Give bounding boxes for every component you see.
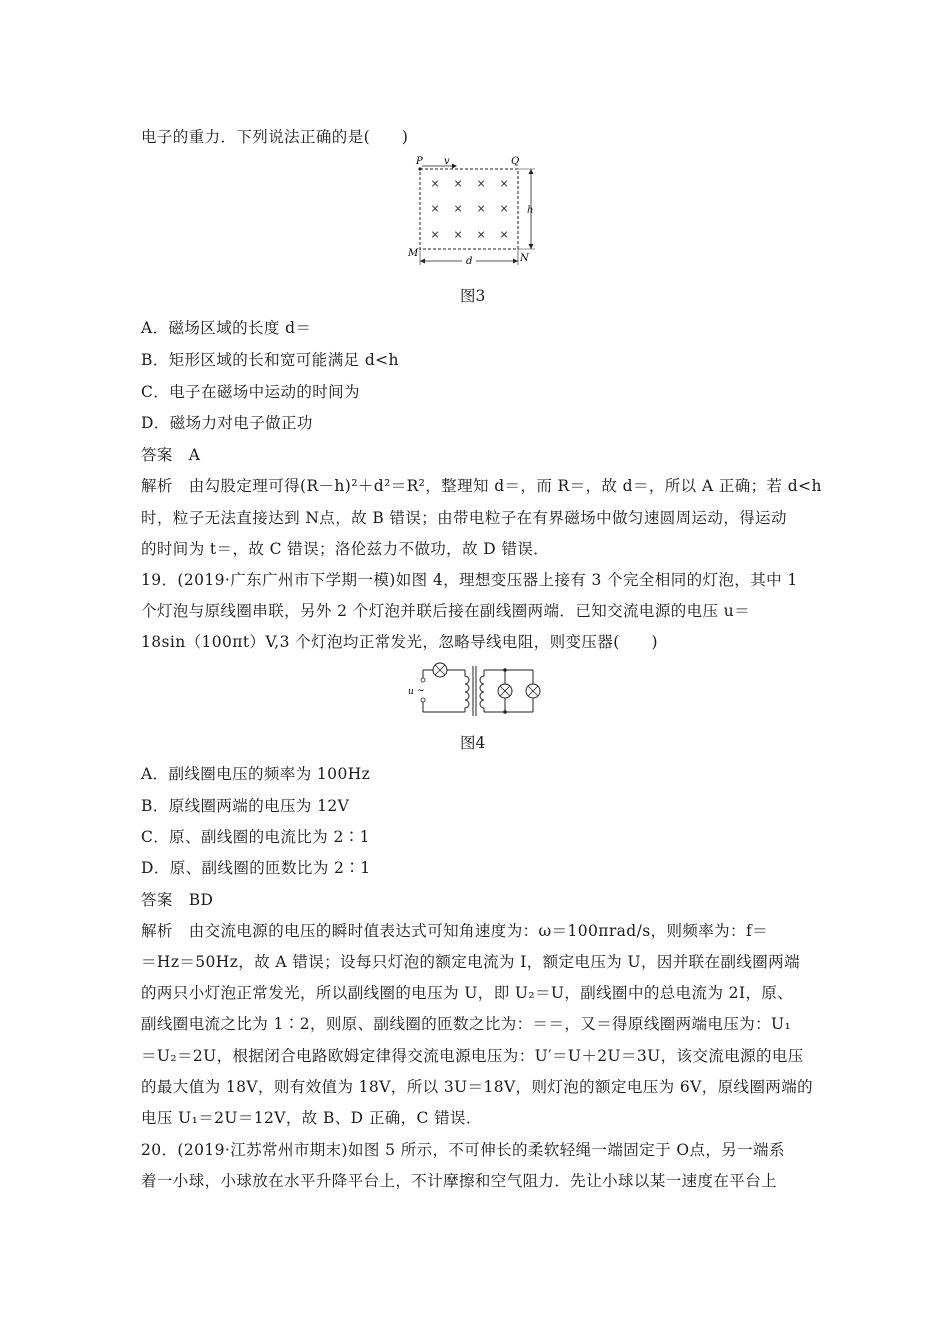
field-crosses <box>431 177 509 241</box>
analysis-line: 解析 由交流电源的电压的瞬时值表达式可知角速度为：ω＝100πrad/s，则频率为：f＝ <box>141 922 768 940</box>
question-line: 个灯泡与原线圈串联，另外 2 个灯泡并联后接在副线圈两端．已知交流电源的电压 u＝ <box>141 602 751 620</box>
figure-3-caption: 图3 <box>460 287 486 305</box>
option-a: A．副线圈电压的频率为 100Hz <box>141 765 371 783</box>
option-c: C．原、副线圈的电流比为 2∶1 <box>141 828 370 846</box>
analysis-line: 副线圈电流之比为 1∶2，则原、副线圈的匝数之比为：＝＝，又＝得原线圈两端电压为：U₁ <box>141 1015 792 1033</box>
label-u: u <box>408 687 414 697</box>
question-line: 18sin（100πt）V,3 个灯泡均正常发光，忽略导线电阻，则变压器( ) <box>141 633 658 651</box>
option-c: C．电子在磁场中运动的时间为 <box>141 383 360 401</box>
option-a: A．磁场区域的长度 d＝ <box>141 319 312 337</box>
option-d: D．磁场力对电子做正功 <box>141 414 313 432</box>
analysis-line: ＝U₂＝2U，根据闭合电路欧姆定律得交流电源电压为：U′＝U＋2U＝3U，该交流电源的电压 <box>141 1047 804 1065</box>
field-cross: × <box>499 228 509 241</box>
question-20: 20．(2019·江苏常州市期末)如图 5 所示，不可伸长的柔软轻绳一端固定于 O点，另一端系 <box>141 1141 785 1159</box>
label-N: N <box>520 253 529 264</box>
analysis-line: 的最大值为 18V，则有效值为 18V，所以 3U＝18V，则灯泡的额定电压为 6V，原线圈两端的 <box>141 1078 814 1096</box>
field-cross: × <box>453 202 463 215</box>
analysis-line: 解析 由勾股定理可得(R－h)²＋d²＝R²，整理知 d＝，而 R＝，故 d＝，所以 A 正确；若 d<h <box>141 477 822 495</box>
field-cross: × <box>499 202 509 215</box>
field-cross: × <box>476 202 486 215</box>
field-cross: × <box>476 177 486 190</box>
field-cross: × <box>430 177 440 190</box>
option-d: D．原、副线圈的匝数比为 2∶1 <box>141 859 371 877</box>
analysis-line: 的时间为 t＝，故 C 错误；洛伦兹力不做功，故 D 错误． <box>141 540 550 558</box>
answer: 答案 BD <box>141 891 214 909</box>
figure-4-transformer-circuit <box>405 658 555 720</box>
svg-text:~: ~ <box>417 686 425 696</box>
primary-coil <box>465 670 469 712</box>
option-b: B．原线圈两端的电压为 12V <box>141 797 350 815</box>
figure-3-magnetic-field <box>404 152 554 270</box>
question-19: 19．(2019·广东广州市下学期一模)如图 4，理想变压器上接有 3 个完全相同的灯泡，其中 1 <box>141 571 798 589</box>
label-M: M <box>408 248 419 259</box>
text-line: 电子的重力．下列说法正确的是( ) <box>141 128 409 146</box>
answer: 答案 A <box>141 446 201 464</box>
option-b: B．矩形区域的长和宽可能满足 d<h <box>141 351 399 369</box>
analysis-line: ＝Hz＝50Hz，故 A 错误；设每只灯泡的额定电流为 I，额定电压为 U，因并联在副线圈两端 <box>141 953 800 971</box>
label-d: d <box>466 256 473 267</box>
analysis-line: 时，粒子无法直接达到 N点，故 B 错误；由带电粒子在有界磁场中做匀速圆周运动，得运动 <box>141 509 787 527</box>
analysis-line: 的两只小灯泡正常发光，所以副线圈的电压为 U，即 U₂＝U，副线圈中的总电流为 2I，原、 <box>141 984 794 1002</box>
label-h: h <box>527 205 534 216</box>
field-cross: × <box>453 177 463 190</box>
label-Q: Q <box>511 156 520 167</box>
label-P: P <box>416 156 423 167</box>
field-cross: × <box>499 177 509 190</box>
secondary-coil <box>480 670 484 712</box>
analysis-line: 电压 U₁＝2U＝12V，故 B、D 正确，C 错误． <box>141 1109 482 1127</box>
field-cross: × <box>430 228 440 241</box>
figure-4-caption: 图4 <box>460 734 486 752</box>
question-line: 着一小球，小球放在水平升降平台上，不计摩擦和空气阻力．先让小球以某一速度在平台上 <box>141 1172 778 1190</box>
field-cross: × <box>430 202 440 215</box>
label-v: v <box>444 156 450 167</box>
field-cross: × <box>476 228 486 241</box>
field-cross: × <box>453 228 463 241</box>
